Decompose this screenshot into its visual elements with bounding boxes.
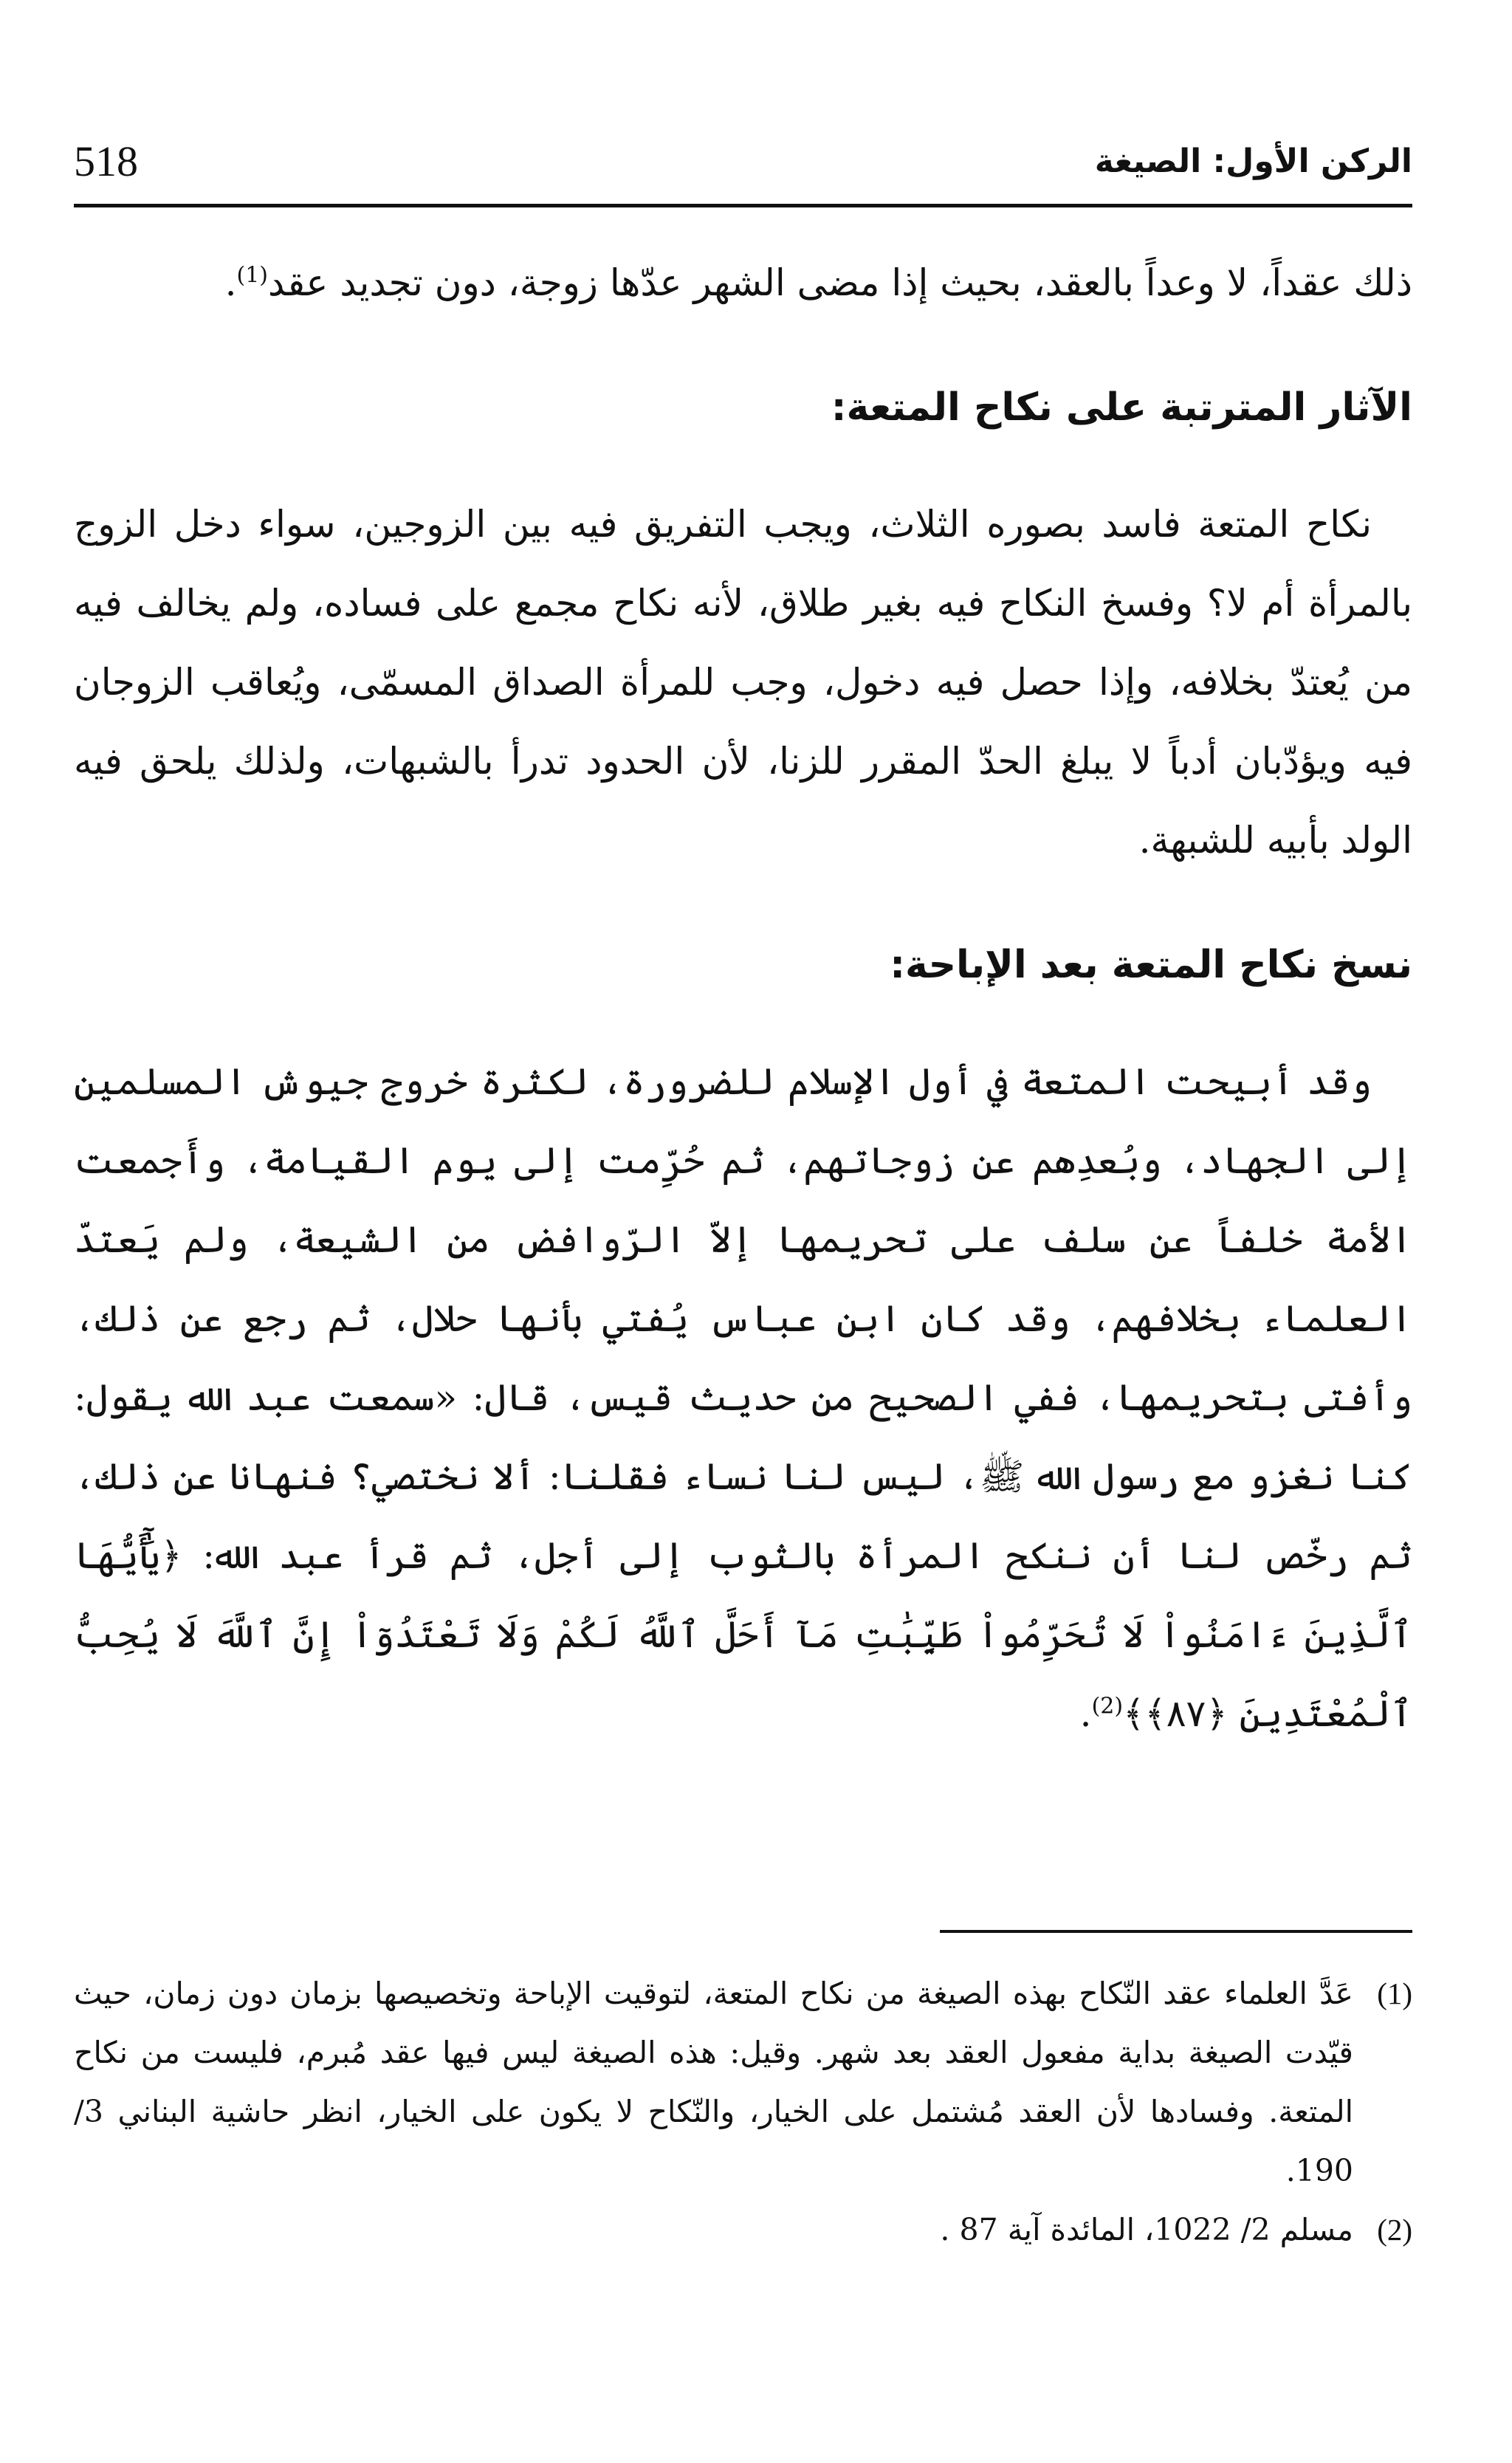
footnote-marker-1: (1) <box>236 262 268 289</box>
footnote-number: (1) <box>1377 1976 1412 2010</box>
paragraph-abrogation <box>74 1042 1412 1753</box>
footnote-text: عَدَّ العلماء عقد النّكاح بهذه الصيغة من نكاح المتعة، لتوقيت الإباحة وتخصيصها بزمان دون زمان، حيث قيّدت الصيغة بداية مفعول العقد بعد شهر. وقيل: هذه الصيغة ليس فيها عقد مُبرم، فليست من نكاح المتعة. وفسادها لأن العقد مُشتمل على الخيار، والنّكاح لا يكون على الخيار، انظر حاشية البناني 3/ 190. <box>74 1976 1353 2188</box>
footnote-number: (2) <box>1377 2213 1412 2247</box>
page-header <box>74 131 1412 198</box>
footnote-separator <box>940 1930 1412 1933</box>
running-title: الركن الأول: الصيغة <box>1094 142 1412 180</box>
abrogation-end: . <box>1079 1692 1092 1735</box>
page-number: 518 <box>74 137 138 185</box>
paragraph-effects: نكاح المتعة فاسد بصوره الثلاث، ويجب التفريق فيه بين الزوجين، سواء دخل الزوج بالمرأة أم لا؟ وفسخ النكاح فيه بغير طلاق، لأنه نكاح مجمع على فساده، ولم يخالف فيه من يُعتدّ بخلافه، وإذا حصل فيه دخول، وجب للمرأة الصداق المسمّى، ويُعاقب الزوجان فيه ويؤدّبان أدباً لا يبلغ الحدّ المقرر للزنا، لأن الحدود تدرأ بالشبهات، ولذلك يلحق فيه الولد بأبيه للشبهة. <box>74 503 1412 862</box>
section-heading-effects: الآثار المترتبة على نكاح المتعة: <box>831 385 1412 430</box>
footnote-marker-2: (2) <box>1091 1693 1124 1720</box>
header-rule <box>74 204 1412 207</box>
intro-text: ذلك عقداً، لا وعداً بالعقد، بحيث إذا مضى الشهر عدّها زوجة، دون تجديد عقد <box>268 261 1412 304</box>
footnotes <box>74 1964 1412 2259</box>
footnote-item <box>74 2200 1412 2259</box>
intro-paragraph <box>74 244 1412 323</box>
footnote-text: مسلم 2/ 1022، المائدة آية 87 . <box>940 2212 1353 2247</box>
intro-end: . <box>224 261 237 304</box>
abrogation-text: وقد أبيحت المتعة في أول الإسلام للضرورة، لكثرة خروج جيوش المسلمين إلى الجهاد، وبُعدِهم عن زوجاتهم، ثم حُرِّمت إلى يوم القيامة، وأَجمعت الأمة خلفاً عن سلف على تحريمها إلاّ الرّوافض من الشيعة، ولم يَعتدّ العلماء بخلافهم، وقد كان ابن عباس يُفتي بأنها حلال، ثم رجع عن ذلك، وأفتى بتحريمها، ففي الصحيح من حديث قيس، قال: «سمعت عبد الله يقول: كنا نغزو مع رسول الله ﷺ، ليس لنا نساء فقلنا: ألا نختصي؟ فنهانا عن ذلك، ثم رخّص لنا أن ننكح المرأة بالثوب إلى أجل، ثم قرأ عبد الله: ﴿يَٰٓأَيُّهَا ٱلَّذِينَ ءَامَنُواْ لَا تُحَرِّمُواْ طَيِّبَٰتِ مَآ أَحَلَّ ٱللَّهُ لَكُمْ وَلَا تَعْتَدُوٓاْ إِنَّ ٱللَّهَ لَا يُحِبُّ ٱلْمُعْتَدِينَ ﴿٨٧﴾﴾ <box>74 1060 1412 1735</box>
main-text <box>74 244 1412 1753</box>
section-heading-abrogation: نسخ نكاح المتعة بعد الإباحة: <box>890 943 1412 987</box>
footnote-item <box>74 1964 1412 2200</box>
